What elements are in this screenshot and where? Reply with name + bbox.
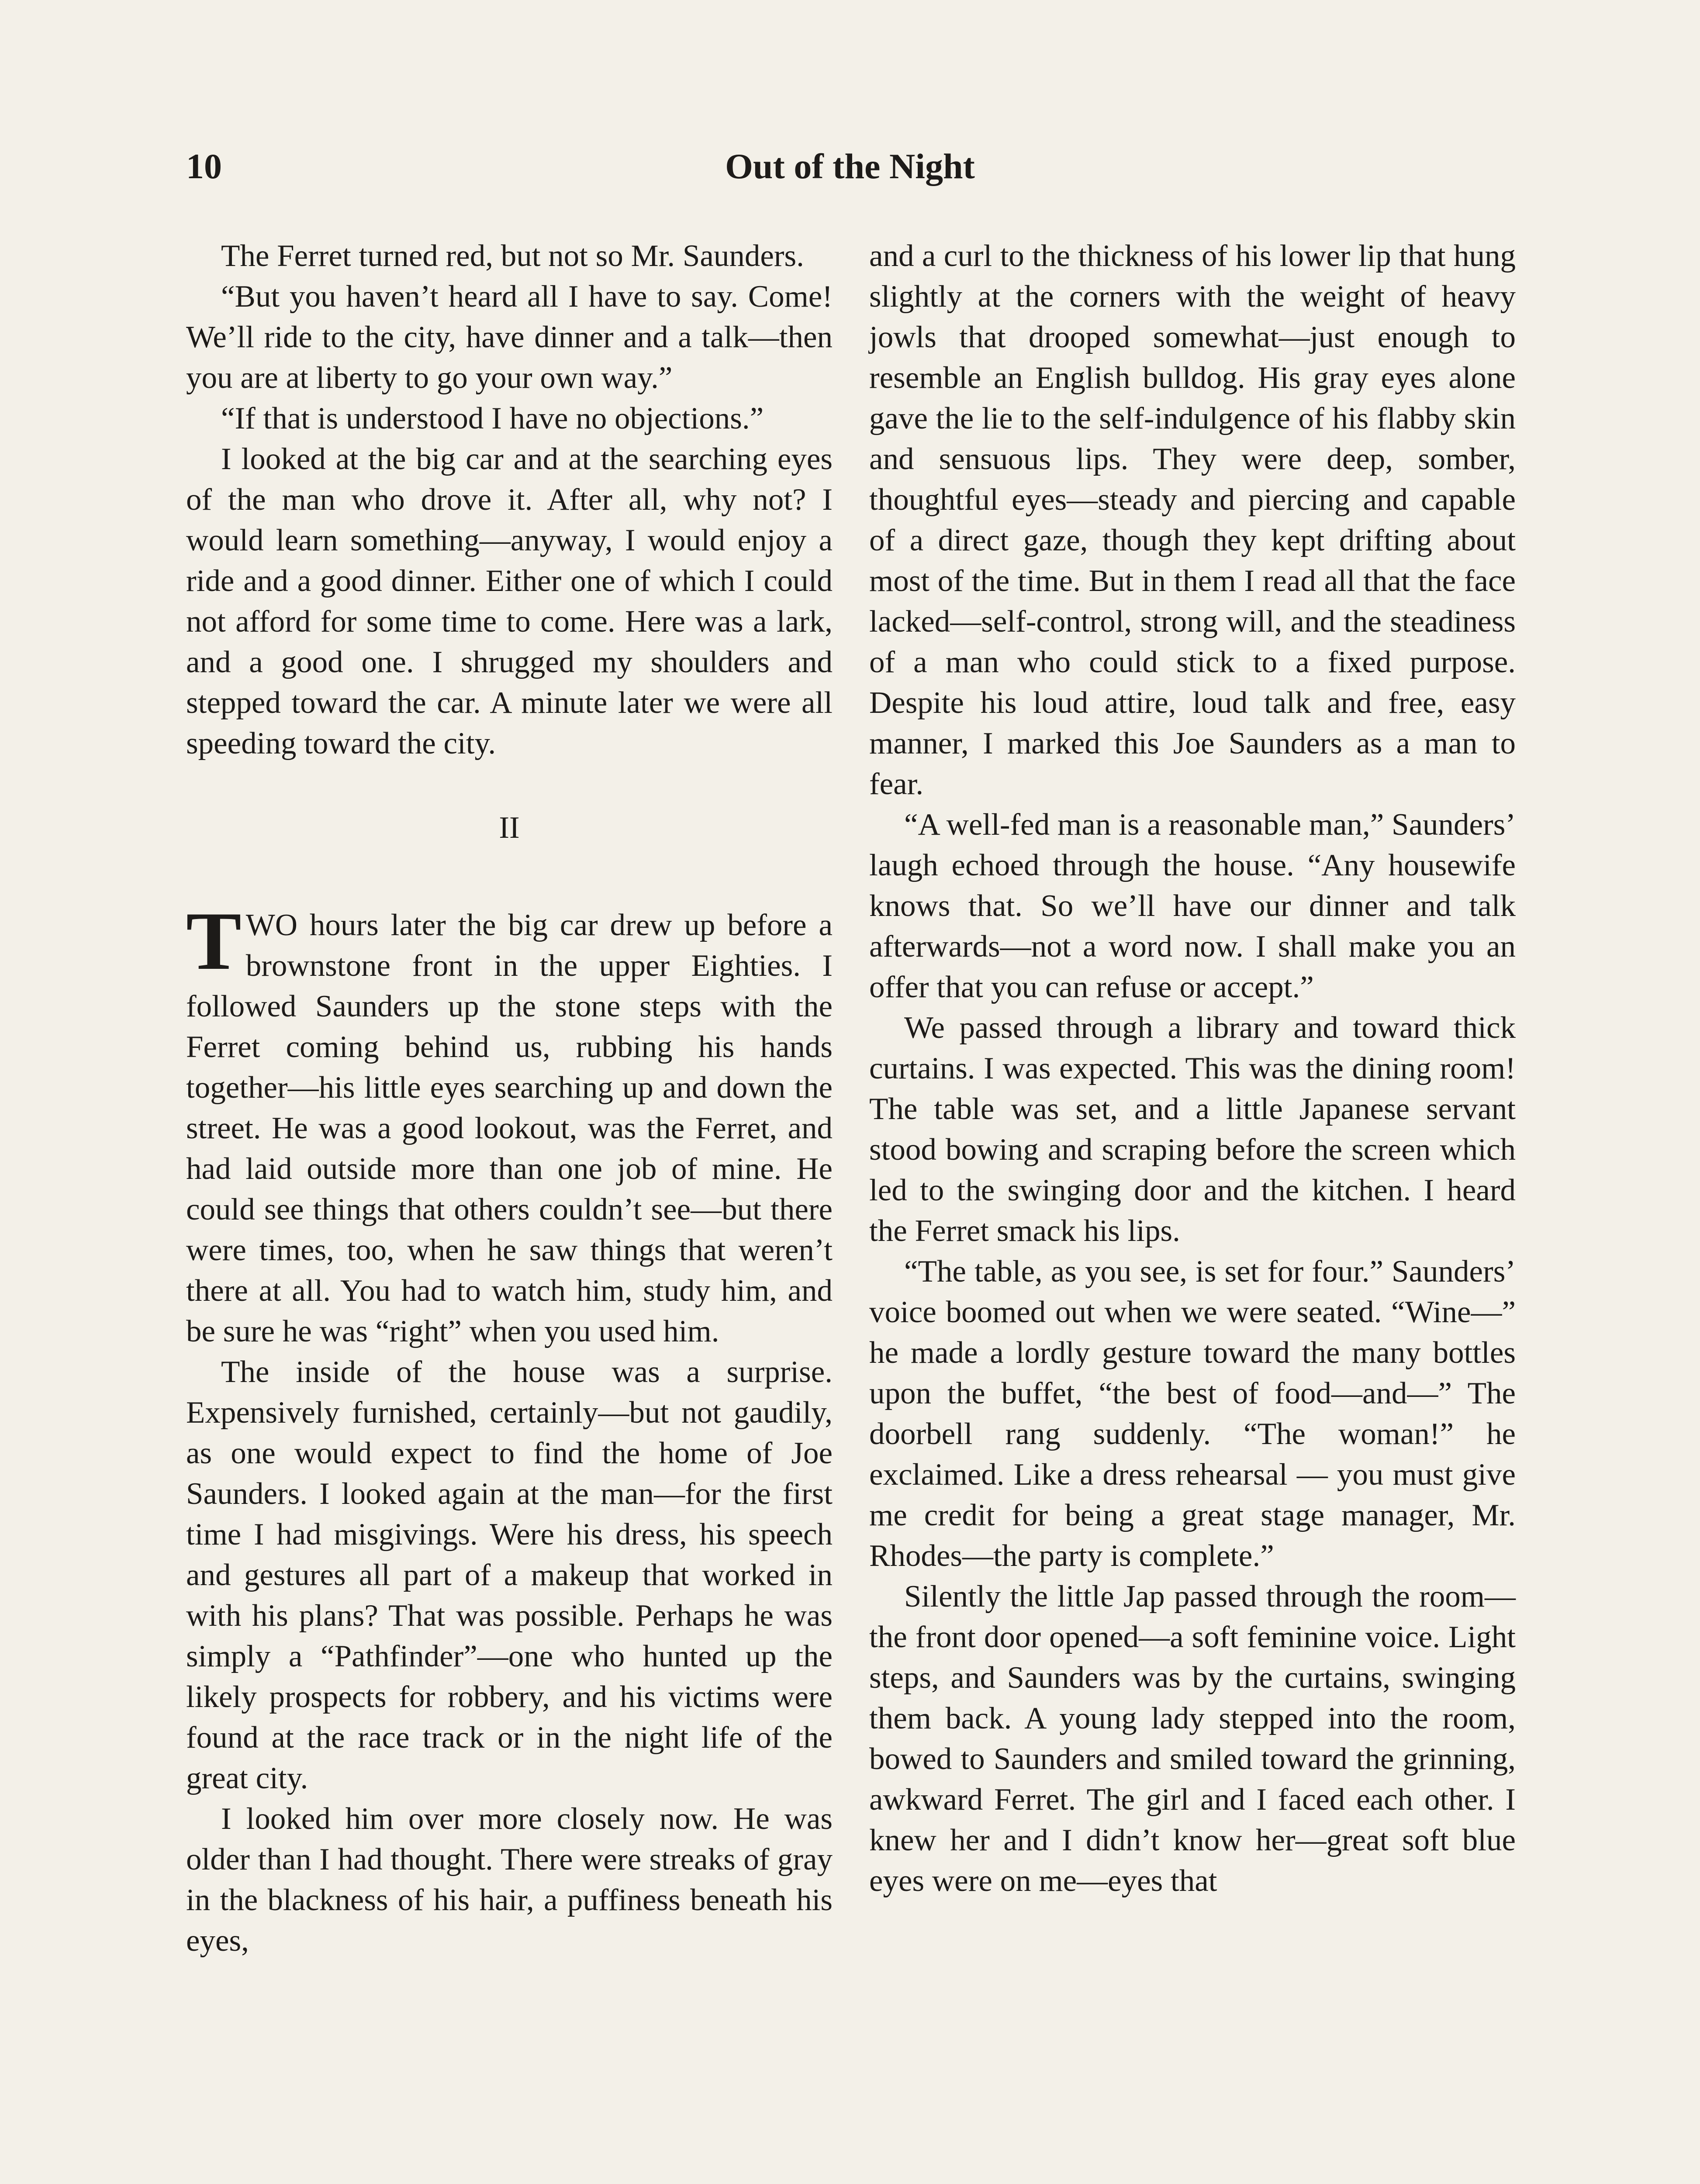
paragraph: I looked him over more closely now. He was older than I had thought. There were streaks of gray in the blackness of his hair, a puffiness beneath his eyes, (186, 1802, 833, 1958)
paragraph: I looked at the big car and at the searching eyes of the man who drove it. After all, why not? I would learn something—anyway, I would enjoy a ride and a good dinner. Either one of which I could not afford for some time to come. Here was a lark, and a good one. I shrugged my shoulders and stepped toward the car. A minute later we were all speeding toward the city. (186, 442, 833, 760)
section-heading: II (499, 811, 520, 845)
paragraph: Silently the little Jap passed through the room—the front door opened—a soft feminine voice. Light steps, and Saunders was by the curtains, swinging them back. A young lady stepped into the room, bowed to Saunders and smiled toward the grinning, awkward Ferret. The girl and I faced each other. I knew her and I didn’t know her—great soft blue eyes were on me—eyes that (869, 1579, 1516, 1898)
dropcap: T (186, 895, 242, 987)
paragraph: The inside of the house was a surprise. Expensively furnished, certainly—but not gaudily, as one would expect to find the home of Joe Saunders. I looked again at the man—for the first time I had misgivings. Were his dress, his speech and gestures all part of a makeup that worked in with his plans? That was possible. Perhaps he was simply a “Pathfinder”—one who hunted up the likely prospects for robbery, and his victims were found at the race track or in the night life of the great city. (186, 1355, 833, 1795)
dropcap-paragraph-text: WO hours later the big car drew up before a brownstone front in the upper Eighties. I followed Saunders up the stone steps with the Ferret coming behind us, rubbing his hands together—his little eyes searching up and down the street. He was a good lookout, was the Ferret, and had laid outside more than one job of mine. He could see things that others couldn’t see—but there were times, too, when he saw things that weren’t there at all. You had to watch him, study him, and be sure he was “right” when you used him. (186, 908, 833, 1348)
paragraph-continuation: and a curl to the thickness of his lower lip that hung slightly at the corners with the weight of heavy jowls that drooped somewhat—just enough to resemble an English bulldog. His gray eyes alone gave the lie to the self-indulgence of his flabby skin and sensuous lips. They were deep, somber, thoughtful eyes—steady and piercing and capable of a direct gaze, though they kept drifting about most of the time. But in them I read all that the face lacked—self-control, strong will, and the steadiness of a man who could stick to a fixed purpose. Despite his loud attire, loud talk and free, easy manner, I marked this Joe Saunders as a man to fear. (869, 239, 1516, 801)
running-title: Out of the Night (725, 146, 975, 186)
paragraph: The Ferret turned red, but not so Mr. Saunders. (221, 239, 804, 273)
paragraph: “If that is understood I have no objections.” (221, 401, 764, 435)
paragraph: “A well-fed man is a reasonable man,” Saunders’ laugh echoed through the house. “Any housewife knows that. So we’ll have our dinner and talk afterwards—not a word now. I shall make you an offer that you can refuse or accept.” (869, 808, 1516, 1004)
page-number: 10 (186, 146, 222, 186)
left-column (186, 236, 833, 1961)
paragraph: We passed through a library and toward thick curtains. I was expected. This was the dining room! The table was set, and a little Japanese servant stood bowing and scraping before the screen which led to the swinging door and the kitchen. I heard the Ferret smack his lips. (869, 1011, 1516, 1248)
paragraph: “The table, as you see, is set for four.” Saunders’ voice boomed out when we were seated. “Wine—” he made a lordly gesture toward the many bottles upon the buffet, “the best of food—and—” The doorbell rang suddenly. “The woman!” he exclaimed. Like a dress rehearsal — you must give me credit for being a great stage manager, Mr. Rhodes—the party is complete.” (869, 1254, 1516, 1573)
paragraph: “But you haven’t heard all I have to say. Come! We’ll ride to the city, have dinner and a talk—then you are at liberty to go your own way.” (186, 280, 833, 395)
right-column (869, 236, 1516, 1901)
dropcap-paragraph (186, 895, 833, 1352)
